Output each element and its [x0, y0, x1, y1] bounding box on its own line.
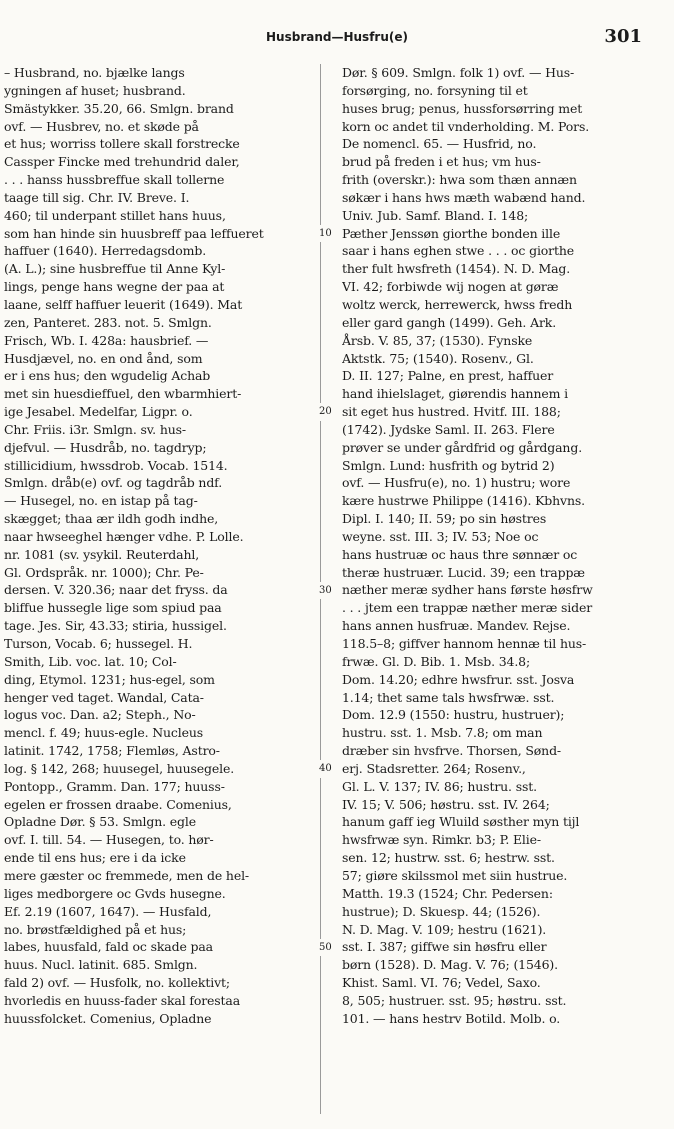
- right-column-line: 8, 505; hustruer. sst. 95; høstru. sst.: [342, 992, 567, 1008]
- right-column-line: hand ihielslaget, giørendis hannem i: [342, 386, 568, 402]
- left-column-line: huussfolcket. Comenius, Opladne: [4, 1010, 212, 1026]
- right-column-line: IV. 15; V. 506; høstru. sst. IV. 264;: [342, 796, 550, 812]
- right-column-line: (1742). Jydske Saml. II. 263. Flere: [342, 421, 555, 437]
- page-header: [0, 26, 674, 54]
- right-column-line: Dipl. I. 140; II. 59; po sin høstres: [342, 511, 547, 527]
- right-column-line: saar i hans eghen stwe . . . oc giorthe: [342, 243, 575, 259]
- right-column-line: D. II. 127; Palne, en prest, haffuer: [342, 368, 554, 384]
- right-column-line: Matth. 19.3 (1524; Chr. Pedersen:: [342, 885, 553, 901]
- right-column-line: børn (1528). D. Mag. V. 76; (1546).: [342, 957, 558, 973]
- left-column-line: tage. Jes. Sir, 43.33; stiria, hussigel.: [4, 618, 227, 634]
- right-column-line: . . . jtem een trappæ næther meræ sider: [342, 600, 593, 616]
- right-column-line: sit eget hus hustred. Hvitf. III. 188;: [342, 404, 561, 420]
- left-column-line: ding, Etymol. 1231; hus-egel, som: [4, 671, 215, 687]
- left-column-line: Opladne Dør. § 53. Smlgn. egle: [4, 814, 197, 830]
- right-column-line: næther meræ sydher hans første høsfrw: [342, 582, 593, 598]
- right-column-line: Univ. Jub. Samf. Bland. I. 148;: [342, 207, 529, 223]
- right-column-line: kære hustrwe Philippe (1416). Kbhvns.: [342, 493, 585, 509]
- left-column-line: Cassper Fincke med trehundrid daler,: [4, 154, 240, 170]
- right-column: [342, 64, 656, 1114]
- left-column-line: . . . hanss hussbreffue skall tollerne: [4, 172, 225, 188]
- left-column-line: fald 2) ovf. — Husfolk, no. kollektivt;: [4, 975, 230, 991]
- left-column-line: ovf. I. till. 54. — Husegen, to. hør-: [4, 832, 214, 848]
- left-column-line: zen, Panteret. 283. not. 5. Smlgn.: [4, 314, 212, 330]
- left-column-line: liges medborgere oc Gvds husegne.: [4, 885, 226, 901]
- right-column-line: sst. I. 387; giffwe sin høsfru eller: [342, 939, 547, 955]
- right-column-line: erj. Stadsretter. 264; Rosenv.,: [342, 760, 526, 776]
- left-column-line: log. § 142, 268; huusegel, huusegele.: [4, 760, 235, 776]
- left-column-line: no. brøstfældighed på et hus;: [4, 921, 187, 937]
- right-column-line: Dør. § 609. Smlgn. folk 1) ovf. — Hus-: [342, 65, 575, 80]
- right-column-line: Dom. 14.20; edhre hwsfrur. sst. Josva: [342, 671, 575, 687]
- line-number: 30: [318, 582, 333, 600]
- left-column-line: Ef. 2.19 (1607, 1647). — Husfald,: [4, 903, 212, 919]
- left-column-line: dersen. V. 320.36; naar det fryss. da: [4, 582, 228, 598]
- left-column-line: Husdjævel, no. en ond ånd, som: [4, 350, 203, 366]
- left-column-line: labes, huusfald, fald oc skade paa: [4, 939, 213, 955]
- right-column-line: 57; giøre skilssmol met siin hustrue.: [342, 867, 568, 883]
- left-column-line: – Husbrand, no. bjælke langs: [4, 65, 185, 80]
- right-column-line: Khist. Saml. VI. 76; Vedel, Saxo.: [342, 975, 541, 991]
- left-column-line: — Husegel, no. en istap på tag-: [4, 493, 198, 509]
- left-column-line: hvorledis en huuss-fader skal forestaa: [4, 992, 241, 1008]
- right-column-line: theræ hustruær. Lucid. 39; een trappæ: [342, 564, 585, 580]
- left-column-line: ygningen af huset; husbrand.: [4, 82, 186, 98]
- left-column-line: Smästykker. 35.20, 66. Smlgn. brand: [4, 100, 234, 116]
- right-column-line: hwsfrwæ syn. Rimkr. b3; P. Elie-: [342, 832, 541, 848]
- right-column-line: weyne. sst. III. 3; IV. 53; Noe oc: [342, 528, 539, 544]
- left-column-line: skægget; thaa ær ildh godh indhe,: [4, 511, 219, 527]
- left-column-line: Turson, Vocab. 6; hussegel. H.: [4, 636, 193, 651]
- right-column-line: N. D. Mag. V. 109; hestru (1621).: [342, 921, 547, 937]
- right-column-line: Årsb. V. 85, 37; (1530). Fynske: [342, 332, 533, 348]
- right-column-line: De nomencl. 65. — Husfrid, no.: [342, 136, 537, 152]
- right-column-line: korn oc andet til vnderholding. M. Pors.: [342, 118, 590, 134]
- left-column-line: bliffue hussegle lige som spiud paa: [4, 600, 222, 616]
- page-number: 301: [604, 26, 642, 47]
- left-column-line: Smlgn. dråb(e) ovf. og tagdråb ndf.: [4, 475, 223, 491]
- right-column-line: Aktstk. 75; (1540). Rosenv., Gl.: [342, 350, 534, 366]
- right-column-line: Gl. L. V. 137; IV. 86; hustru. sst.: [342, 778, 537, 794]
- left-column-line: mere gæster oc fremmede, men de hel-: [4, 867, 249, 883]
- left-column-line: (A. L.); sine husbreffue til Anne Kyl-: [4, 261, 226, 277]
- right-column-line: eller gard gangh (1499). Geh. Ark.: [342, 314, 557, 330]
- right-column-line: søkær i hans hws mæth wabænd hand.: [342, 189, 586, 205]
- right-column-line: hustrue); D. Skuesp. 44; (1526).: [342, 903, 541, 919]
- left-column-line: Gl. Ordspråk. nr. 1000); Chr. Pe-: [4, 564, 204, 580]
- left-column-line: som han hinde sin huusbreff paa leffueret: [4, 225, 264, 241]
- left-column-line: lings, penge hans wegne der paa at: [4, 279, 225, 295]
- line-number: 40: [318, 760, 333, 778]
- right-column-line: hans hustruæ oc haus thre sønnær oc: [342, 546, 578, 562]
- left-column-line: mencl. f. 49; huus-egle. Nucleus: [4, 725, 204, 741]
- right-column-line: Smlgn. Lund: husfrith og bytrid 2): [342, 457, 555, 473]
- left-column-line: ovf. — Husbrev, no. et skøde på: [4, 118, 199, 134]
- left-column-line: djefvul. — Husdråb, no. tagdryp;: [4, 439, 207, 455]
- right-column-line: hustru. sst. 1. Msb. 7.8; om man: [342, 725, 543, 741]
- left-column-line: nr. 1081 (sv. ysykil. Reuterdahl,: [4, 546, 200, 562]
- left-column-line: er i ens hus; den wgudelig Achab: [4, 368, 211, 384]
- left-column-line: latinit. 1742, 1758; Flemløs, Astro-: [4, 743, 220, 759]
- right-column-line: prøver se under gårdfrid og gårdgang.: [342, 439, 583, 455]
- left-column-line: ende til ens hus; ere i da icke: [4, 850, 186, 866]
- line-number: 10: [318, 225, 333, 243]
- right-column-line: VI. 42; forbiwde wij nogen at gøræ: [342, 279, 559, 295]
- left-column-line: stillicidium, hwssdrob. Vocab. 1514.: [4, 457, 228, 473]
- right-column-line: Pæther Jenssøn giorthe bonden ille: [342, 225, 561, 241]
- right-column-line: ovf. — Husfru(e), no. 1) hustru; wore: [342, 475, 571, 491]
- left-column: [4, 64, 310, 1114]
- left-column-line: taage till sig. Chr. IV. Breve. I.: [4, 189, 190, 205]
- left-column-line: naar hwseeghel hænger vdhe. P. Lolle.: [4, 528, 244, 544]
- right-column-line: sen. 12; hustrw. sst. 6; hestrw. sst.: [342, 850, 555, 866]
- line-number: 50: [318, 939, 333, 957]
- left-column-line: henger ved taget. Wandal, Cata-: [4, 689, 204, 705]
- right-column-line: hanum gaff ieg Wluild søsther myn tijl: [342, 814, 580, 830]
- left-column-line: ige Jesabel. Medelfar, Ligpr. o.: [4, 404, 193, 420]
- right-column-line: forsørging, no. forsyning til et: [342, 82, 528, 98]
- line-number: 20: [318, 403, 333, 421]
- left-column-line: laane, selff haffuer leuerit (1649). Mat: [4, 296, 243, 312]
- left-column-line: egelen er frossen draabe. Comenius,: [4, 796, 232, 812]
- right-column-line: frith (overskr.): hwa som thæn annæn: [342, 172, 577, 188]
- left-column-line: haffuer (1640). Herredagsdomb.: [4, 243, 207, 259]
- right-column-line: huses brug; penus, hussforsørring met: [342, 100, 583, 116]
- left-column-line: huus. Nucl. latinit. 685. Smlgn.: [4, 957, 198, 973]
- right-column-line: frwæ. Gl. D. Bib. 1. Msb. 34.8;: [342, 653, 531, 669]
- right-column-line: 118.5–8; giffver hannom hennæ til hus-: [342, 636, 587, 651]
- right-column-line: ther fult hwsfreth (1454). N. D. Mag.: [342, 261, 571, 277]
- left-column-line: Pontopp., Gramm. Dan. 177; huuss-: [4, 778, 225, 794]
- right-column-line: dræber sin hvsfrve. Thorsen, Sønd-: [342, 743, 562, 759]
- right-column-line: Dom. 12.9 (1550: hustru, hustruer);: [342, 707, 565, 723]
- right-column-line: hans annen husfruæ. Mandev. Rejse.: [342, 618, 571, 634]
- running-head: Husbrand—Husfru(e): [266, 30, 408, 44]
- left-column-line: Chr. Friis. i3r. Smlgn. sv. hus-: [4, 421, 186, 437]
- right-column-line: brud på freden i et hus; vm hus-: [342, 154, 541, 170]
- left-column-line: met sin huesdieffuel, den wbarmhiert-: [4, 386, 242, 402]
- right-column-line: 101. — hans hestrv Botild. Molb. o.: [342, 1010, 561, 1026]
- left-column-line: logus voc. Dan. a2; Steph., No-: [4, 707, 196, 723]
- left-column-line: et hus; worriss tollere skall forstrecke: [4, 136, 240, 152]
- right-column-line: 1.14; thet same tals hwsfrwæ. sst.: [342, 689, 555, 705]
- left-column-line: Frisch, Wb. I. 428a: hausbrief. —: [4, 332, 209, 348]
- right-column-line: woltz werck, herrewerck, hwss fredh: [342, 296, 573, 312]
- left-column-line: 460; til underpant stillet hans huus,: [4, 207, 226, 223]
- left-column-line: Smith, Lib. voc. lat. 10; Col-: [4, 653, 177, 669]
